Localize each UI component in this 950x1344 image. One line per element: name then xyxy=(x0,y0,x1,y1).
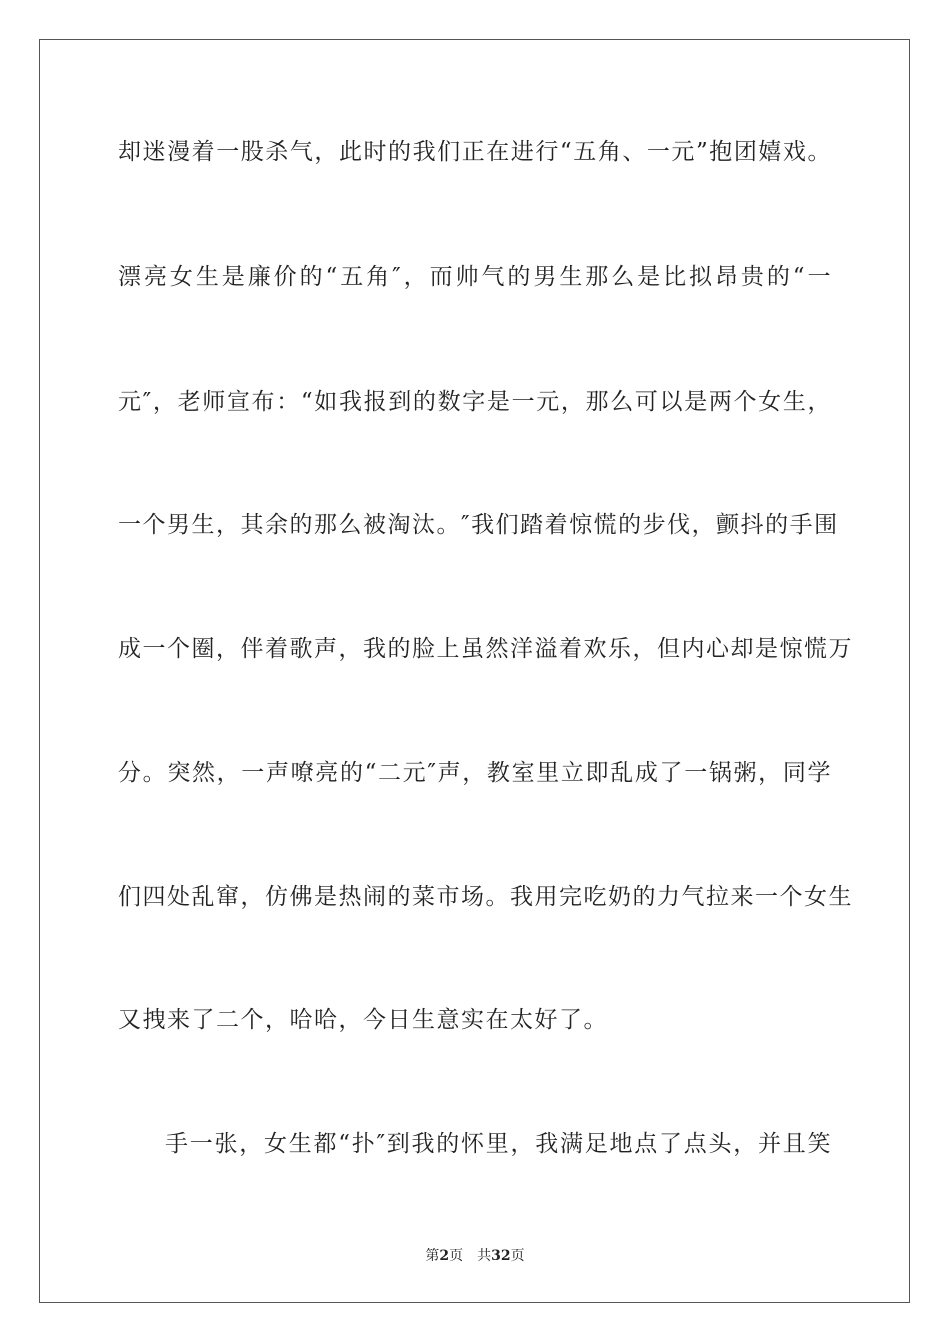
text-line-7: 们四处乱窜，仿佛是热闹的菜市场。我用完吃奶的力气拉来一个女生 xyxy=(118,884,853,910)
footer-total-prefix: 共 xyxy=(477,1248,492,1264)
text-line-2: 漂亮女生是廉价的“五角″，而帅气的男生那么是比拟昂贵的“一 xyxy=(118,264,832,290)
text-line-3: 元″，老师宣布：“如我报到的数字是一元，那么可以是两个女生， xyxy=(118,389,832,415)
text-line-6: 分。突然，一声嘹亮的“二元″声，教室里立即乱成了一锅粥，同学 xyxy=(118,760,832,786)
footer-page-suffix: 页 xyxy=(449,1248,464,1264)
footer-page-prefix: 第 xyxy=(425,1248,440,1264)
footer-page-number: 2 xyxy=(439,1248,450,1264)
footer-total-suffix: 页 xyxy=(510,1248,525,1264)
text-line-8: 又拽来了二个，哈哈，今日生意实在太好了。 xyxy=(118,1007,608,1033)
page-footer xyxy=(0,1247,950,1265)
text-line-9-paragraph-start: 手一张，女生都“扑″到我的怀里，我满足地点了点头，并且笑 xyxy=(165,1131,832,1157)
footer-total-pages: 32 xyxy=(491,1248,511,1264)
text-line-5: 成一个圈，伴着歌声，我的脸上虽然洋溢着欢乐，但内心却是惊慌万 xyxy=(118,636,853,662)
page-border xyxy=(39,39,910,1303)
text-line-1: 却迷漫着一股杀气，此时的我们正在进行“五角、一元”抱团嬉戏。 xyxy=(118,139,832,165)
text-line-4: 一个男生，其余的那么被淘汰。″我们踏着惊慌的步伐，颤抖的手围 xyxy=(118,512,839,538)
